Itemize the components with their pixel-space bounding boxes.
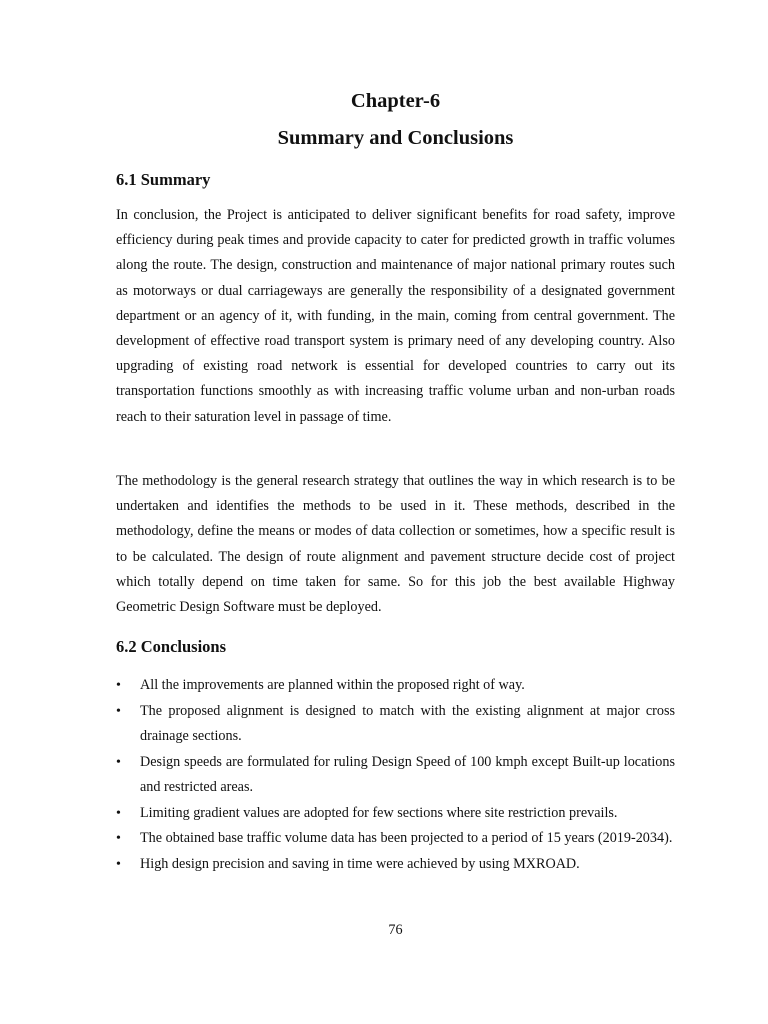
bullet-icon: •: [116, 856, 121, 872]
methodology-paragraph: The methodology is the general research strategy that outlines the way in which research is to be undertaken and identifies the methods to be used in it. These methods, described in the methodology, define the means or modes of data collection or sometimes, how a specific result is to be calculated. The design of route alignment and pavement structure decide cost of project which totally depend on time taken for same. So for this job the best available Highway Geometric Design Software must be deployed.: [116, 473, 675, 616]
chapter-subtitle: Summary and Conclusions: [277, 127, 514, 149]
bullet-icon: •: [116, 805, 121, 821]
list-item: [116, 673, 675, 698]
bullet-icon: •: [116, 831, 121, 847]
list-item-text: High design precision and saving in time were achieved by using MXROAD.: [140, 855, 580, 872]
list-item-text: The obtained base traffic volume data has been projected to a period of 15 years (2019-2034).: [140, 830, 673, 847]
chapter-title: Chapter-6: [350, 90, 441, 112]
list-item: [116, 699, 675, 749]
list-item: [116, 801, 675, 826]
list-item-text: Design speeds are formulated for ruling Design Speed of 100 kmph except Built-up locations and restricted areas.: [140, 753, 675, 795]
summary-paragraph: In conclusion, the Project is anticipated to deliver significant benefits for road safety, improve efficiency during peak times and provide capacity to cater for predicted growth in traffic volumes along the route. The design, construction and maintenance of major national primary routes such as motorways or dual carriageways are generally the responsibility of a designated government department or an agency of it, with funding, in the main, coming from central government. The development of effective road transport system is primary need of any developing country. Also upgrading of existing road network is essential for developed countries to carry out its transportation functions smoothly as with increasing traffic volume urban and non-urban roads reach to their saturation level in passage of time.: [116, 207, 675, 425]
list-item: [116, 826, 675, 851]
list-item: [116, 750, 675, 800]
list-item-text: All the improvements are planned within the proposed right of way.: [140, 677, 525, 693]
conclusions-list: [116, 673, 675, 877]
list-item-text: The proposed alignment is designed to match with the existing alignment at major cross drainage sections.: [140, 702, 675, 744]
bullet-icon: •: [116, 754, 121, 770]
bullet-icon: •: [116, 703, 121, 719]
list-item: [116, 852, 675, 877]
bullet-icon: •: [116, 678, 121, 693]
section-heading-conclusions: 6.2 Conclusions: [116, 637, 227, 656]
section-heading-summary: 6.1 Summary: [116, 170, 211, 189]
list-item-text: Limiting gradient values are adopted for few sections where site restriction prevails.: [140, 804, 618, 821]
page-number: 76: [388, 922, 403, 938]
